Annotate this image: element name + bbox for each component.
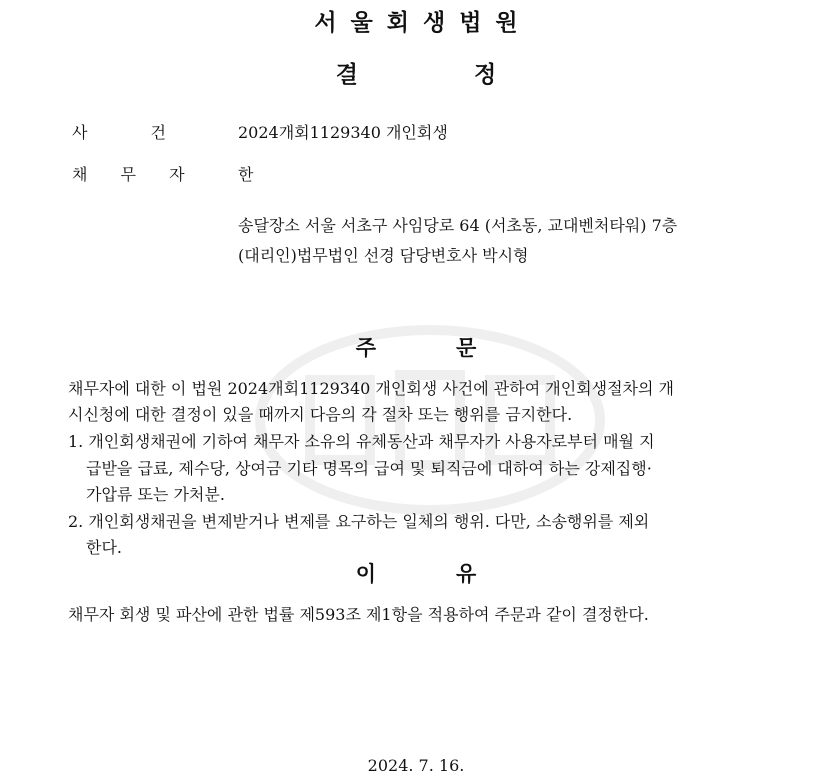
order-intro-line-1: 채무자에 대한 이 법원 2024개회1129340 개인회생 사건에 관하여 개인회생절차의 개 (68, 379, 674, 398)
order-intro-line-2: 시신청에 대한 결정이 있을 때까지 다음의 각 절차 또는 행위를 금지한다. (68, 405, 573, 424)
order-item-1-line-3: 가압류 또는 가처분. (86, 485, 225, 504)
legal-agent: (대리인)법무법인 선경 담당변호사 박시형 (238, 246, 529, 265)
decision-date: 2024. 7. 16. (367, 756, 465, 775)
order-item-1-line-2: 급받을 급료, 제수당, 상여금 기타 명목의 급여 및 퇴직금에 대하여 하는 강제집행· (86, 459, 652, 478)
service-address: 송달장소 서울 서초구 사임당로 64 (서초동, 교대벤처타워) 7층 (238, 216, 678, 235)
document-type-char-1: 결 (335, 61, 358, 88)
court-name: 서울회생법원 (314, 9, 532, 36)
debtor-name: 한 (238, 165, 254, 184)
case-number: 2024개회1129340 개인회생 (238, 123, 448, 142)
document-type-char-2: 정 (474, 61, 497, 88)
order-title-char-2: 문 (456, 335, 477, 360)
order-title-char-1: 주 (355, 335, 376, 360)
reason-text: 채무자 회생 및 파산에 관한 법률 제593조 제1항을 적용하여 주문과 같이 결정한다. (68, 605, 649, 624)
order-item-1-line-1: 1. 개인회생채권에 기하여 채무자 소유의 유체동산과 채무자가 사용자로부터 매월 지 (68, 432, 655, 451)
order-item-2-line-2: 한다. (86, 538, 122, 557)
case-label: 사 건 (72, 123, 166, 142)
debtor-label: 채 무 자 (72, 165, 199, 184)
document-type (0, 56, 832, 89)
reason-title (0, 558, 832, 588)
order-title (0, 332, 832, 362)
reason-title-char-1: 이 (355, 561, 376, 586)
reason-title-char-2: 유 (456, 561, 477, 586)
order-item-2-line-1: 2. 개인회생채권을 변제받거나 변제를 요구하는 일체의 행위. 다만, 소송행위를 제외 (68, 512, 650, 531)
